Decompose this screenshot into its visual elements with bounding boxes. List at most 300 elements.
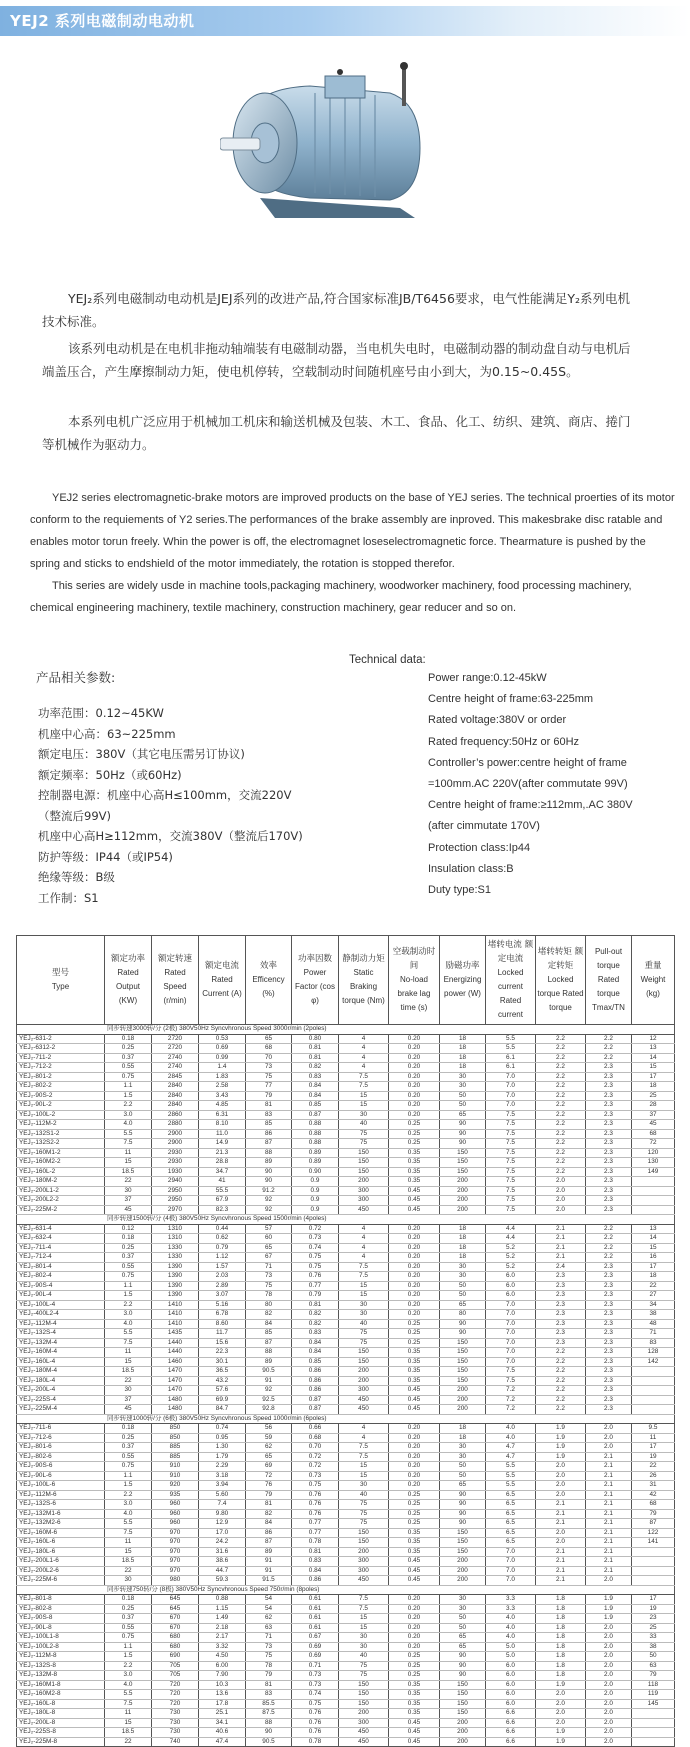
- table-cell: 4: [339, 1224, 389, 1234]
- table-cell: 69.9: [199, 1395, 246, 1405]
- table-row: [17, 1481, 675, 1491]
- table-cell: 0.75: [292, 1481, 339, 1491]
- table-cell: 0.77: [292, 1519, 339, 1529]
- table-cell: 0.76: [292, 1509, 339, 1519]
- table-cell: 90: [440, 1329, 486, 1339]
- table-cell: 2.2: [536, 1348, 586, 1358]
- table-cell: 910: [152, 1471, 199, 1481]
- table-cell: 4.0: [105, 1120, 152, 1130]
- table-cell: 0.84: [292, 1348, 339, 1358]
- table-row: [17, 1519, 675, 1529]
- table-cell: 71: [246, 1262, 292, 1272]
- table-row: [17, 1538, 675, 1548]
- table-cell: 0.78: [292, 1538, 339, 1548]
- column-header-en: Rated Output (KW): [115, 968, 140, 1005]
- table-row: [17, 1566, 675, 1576]
- table-cell: 0.37: [105, 1053, 152, 1063]
- table-cell: 2.3: [586, 1205, 632, 1215]
- table-cell: 730: [152, 1709, 199, 1719]
- table-cell: 300: [339, 1557, 389, 1567]
- table-cell: 90: [440, 1519, 486, 1529]
- page-title: YEJ2 系列电磁制动电动机: [10, 12, 195, 30]
- table-cell: 7.5: [486, 1205, 536, 1215]
- table-cell: 90: [440, 1671, 486, 1681]
- table-cell: 970: [152, 1547, 199, 1557]
- table-row: [17, 1547, 675, 1557]
- table-cell: YEJ₂-132S-4: [17, 1329, 105, 1339]
- table-cell: 1330: [152, 1253, 199, 1263]
- table-cell: 2.2: [536, 1044, 586, 1054]
- table-cell: 92: [246, 1205, 292, 1215]
- table-cell: 2.2: [536, 1120, 586, 1130]
- table-cell: YEJ₂-132M1-6: [17, 1509, 105, 1519]
- table-cell: 87: [632, 1519, 675, 1529]
- table-cell: 90: [246, 1177, 292, 1187]
- table-group-row: [17, 1025, 675, 1035]
- table-cell: 92: [246, 1386, 292, 1396]
- column-header-en: Locked current Rated current: [497, 968, 524, 1019]
- table-cell: 2.2: [536, 1405, 586, 1415]
- table-cell: 2.1: [536, 1576, 586, 1586]
- table-cell: 40: [339, 1319, 389, 1329]
- table-cell: 1.9: [536, 1680, 586, 1690]
- table-cell: 0.82: [292, 1063, 339, 1073]
- table-cell: 0.20: [389, 1471, 440, 1481]
- table-cell: 2.2: [536, 1034, 586, 1044]
- table-cell: 65: [246, 1243, 292, 1253]
- table-cell: 1410: [152, 1310, 199, 1320]
- table-cell: 0.20: [389, 1300, 440, 1310]
- table-cell: 86: [246, 1129, 292, 1139]
- table-cell: 4.0: [486, 1633, 536, 1643]
- table-cell: 2900: [152, 1139, 199, 1149]
- table-cell: 142: [632, 1357, 675, 1367]
- table-cell: 5.5: [105, 1129, 152, 1139]
- column-header-en: Locked torque Rated torque: [537, 975, 584, 1012]
- table-cell: 82: [246, 1509, 292, 1519]
- params-en-line: (after cimmutate 170V): [428, 820, 540, 833]
- table-cell: 7.5: [486, 1196, 536, 1206]
- table-cell: 15: [105, 1357, 152, 1367]
- table-cell: YEJ₂-160M-4: [17, 1348, 105, 1358]
- table-cell: 0.45: [389, 1196, 440, 1206]
- table-cell: 0.37: [105, 1443, 152, 1453]
- column-header-cn: 空载制动时间: [392, 947, 436, 971]
- table-cell: 6.0: [486, 1699, 536, 1709]
- table-cell: 4: [339, 1433, 389, 1443]
- table-cell: YEJ₂-132S1-2: [17, 1129, 105, 1139]
- table-cell: 81: [246, 1500, 292, 1510]
- table-cell: 0.9: [292, 1186, 339, 1196]
- table-cell: 40: [339, 1120, 389, 1130]
- table-cell: 90: [440, 1139, 486, 1149]
- table-cell: 2.3: [586, 1338, 632, 1348]
- table-cell: 2.3: [586, 1291, 632, 1301]
- table-cell: 11: [105, 1538, 152, 1548]
- table-cell: 0.85: [292, 1357, 339, 1367]
- table-cell: 30: [339, 1110, 389, 1120]
- table-cell: 2.1: [586, 1538, 632, 1548]
- column-header-en: Type: [51, 982, 70, 991]
- table-cell: 2740: [152, 1063, 199, 1073]
- params-en-line: Centre height of frame:≥112mm,.AC 380V: [428, 799, 633, 812]
- table-cell: 0.35: [389, 1167, 440, 1177]
- table-cell: 0.25: [105, 1243, 152, 1253]
- table-cell: 92.5: [246, 1395, 292, 1405]
- table-cell: 30: [440, 1272, 486, 1282]
- table-cell: 91: [246, 1566, 292, 1576]
- table-cell: 7.4: [199, 1500, 246, 1510]
- table-cell: 2845: [152, 1072, 199, 1082]
- table-cell: 2.3: [586, 1063, 632, 1073]
- table-cell: 2.1: [586, 1481, 632, 1491]
- table-row: [17, 1509, 675, 1519]
- table-cell: 2720: [152, 1034, 199, 1044]
- table-cell: 3.0: [105, 1110, 152, 1120]
- table-cell: 1.1: [105, 1471, 152, 1481]
- table-group-row: [17, 1215, 675, 1225]
- table-cell: 11: [105, 1148, 152, 1158]
- table-row: [17, 1604, 675, 1614]
- table-cell: 0.25: [389, 1129, 440, 1139]
- table-cell: 150: [440, 1338, 486, 1348]
- table-cell: 18.5: [105, 1167, 152, 1177]
- table-cell: 2.3: [586, 1395, 632, 1405]
- table-cell: 2.58: [199, 1082, 246, 1092]
- table-cell: 450: [339, 1737, 389, 1747]
- table-cell: 7.0: [486, 1348, 536, 1358]
- column-header: [536, 936, 586, 1025]
- table-cell: 79: [246, 1091, 292, 1101]
- table-row: [17, 1405, 675, 1415]
- table-cell: 1.1: [105, 1281, 152, 1291]
- table-row: [17, 1053, 675, 1063]
- table-cell: 2.0: [536, 1490, 586, 1500]
- table-cell: 50: [440, 1462, 486, 1472]
- table-cell: 122: [632, 1528, 675, 1538]
- table-cell: 0.69: [292, 1652, 339, 1662]
- table-cell: 1.83: [199, 1072, 246, 1082]
- table-cell: 87: [246, 1338, 292, 1348]
- table-cell: 15: [105, 1718, 152, 1728]
- table-cell: 2.3: [536, 1310, 586, 1320]
- table-cell: 7.5: [339, 1595, 389, 1605]
- table-cell: 75: [339, 1129, 389, 1139]
- table-cell: 150: [339, 1538, 389, 1548]
- table-cell: 2.2: [586, 1034, 632, 1044]
- table-cell: 1.9: [536, 1737, 586, 1747]
- table-cell: 0.99: [199, 1053, 246, 1063]
- table-cell: 920: [152, 1481, 199, 1491]
- table-cell: 2.03: [199, 1272, 246, 1282]
- params-en-line: Rated frequency:50Hz or 60Hz: [428, 735, 580, 748]
- table-cell: 89: [246, 1547, 292, 1557]
- table-cell: 3.3: [486, 1604, 536, 1614]
- table-cell: 150: [440, 1357, 486, 1367]
- table-cell: 0.25: [105, 1604, 152, 1614]
- table-row: [17, 1196, 675, 1206]
- table-cell: 5.0: [486, 1642, 536, 1652]
- table-cell: 4.4: [486, 1224, 536, 1234]
- table-cell: 2.3: [586, 1357, 632, 1367]
- table-cell: 43.2: [199, 1376, 246, 1386]
- table-cell: 2.1: [536, 1566, 586, 1576]
- table-cell: YEJ₂-631-2: [17, 1034, 105, 1044]
- table-cell: 68: [632, 1129, 675, 1139]
- table-cell: 7.0: [486, 1576, 536, 1586]
- table-cell: 15: [339, 1462, 389, 1472]
- table-cell: 2.0: [536, 1196, 586, 1206]
- table-cell: 960: [152, 1509, 199, 1519]
- table-cell: YEJ₂-802-8: [17, 1604, 105, 1614]
- table-cell: 1.5: [105, 1481, 152, 1491]
- table-cell: YEJ₂-90L-6: [17, 1471, 105, 1481]
- table-cell: 15: [339, 1623, 389, 1633]
- table-cell: 0.45: [389, 1576, 440, 1586]
- table-cell: 0.86: [292, 1367, 339, 1377]
- table-cell: 15: [632, 1243, 675, 1253]
- table-cell: 150: [440, 1690, 486, 1700]
- table-cell: 18: [440, 1053, 486, 1063]
- table-cell: 150: [440, 1167, 486, 1177]
- column-header-cn: 堵转电流 额定电流: [487, 940, 534, 964]
- column-header-en: Rated Speed (r/min): [163, 968, 187, 1005]
- table-cell: 670: [152, 1614, 199, 1624]
- table-cell: 59.3: [199, 1576, 246, 1586]
- table-cell: 1460: [152, 1357, 199, 1367]
- table-cell: YEJ₂-160M1-8: [17, 1680, 105, 1690]
- table-cell: 4.0: [486, 1424, 536, 1434]
- table-cell: 970: [152, 1557, 199, 1567]
- table-cell: 0.55: [105, 1262, 152, 1272]
- table-cell: 2840: [152, 1082, 199, 1092]
- table-cell: 6.5: [486, 1519, 536, 1529]
- table-cell: 0.84: [292, 1082, 339, 1092]
- table-cell: 970: [152, 1528, 199, 1538]
- table-cell: 63: [632, 1661, 675, 1671]
- table-cell: 150: [339, 1680, 389, 1690]
- table-cell: 2.3: [586, 1110, 632, 1120]
- table-cell: 0.81: [292, 1300, 339, 1310]
- table-cell: 2.0: [586, 1576, 632, 1586]
- table-cell: 1.8: [536, 1661, 586, 1671]
- table-cell: 30: [105, 1186, 152, 1196]
- table-cell: 2930: [152, 1158, 199, 1168]
- table-cell: 119: [632, 1690, 675, 1700]
- table-cell: 0.86: [292, 1576, 339, 1586]
- table-cell: 0.75: [292, 1699, 339, 1709]
- table-row: [17, 1262, 675, 1272]
- table-cell: 83: [632, 1338, 675, 1348]
- table-cell: 0.35: [389, 1699, 440, 1709]
- table-cell: 1310: [152, 1234, 199, 1244]
- table-cell: 2.0: [586, 1443, 632, 1453]
- table-cell: 0.25: [389, 1338, 440, 1348]
- table-cell: 2.2: [586, 1243, 632, 1253]
- table-cell: 80: [246, 1300, 292, 1310]
- table-row: [17, 1158, 675, 1168]
- table-cell: 200: [339, 1177, 389, 1187]
- table-cell: 2.0: [586, 1718, 632, 1728]
- table-cell: 18: [440, 1424, 486, 1434]
- table-cell: 0.83: [292, 1557, 339, 1567]
- table-cell: YEJ₂-90S-6: [17, 1462, 105, 1472]
- table-cell: 2880: [152, 1120, 199, 1130]
- table-cell: 200: [339, 1709, 389, 1719]
- table-cell: 0.20: [389, 1604, 440, 1614]
- table-cell: 18: [440, 1433, 486, 1443]
- table-cell: 2.2: [536, 1101, 586, 1111]
- params-cn-title: 产品相关参数:: [36, 670, 116, 685]
- table-cell: 0.20: [389, 1072, 440, 1082]
- table-cell: 76: [246, 1481, 292, 1491]
- table-row: [17, 1576, 675, 1586]
- table-row: [17, 1205, 675, 1215]
- table-cell: 2.0: [536, 1186, 586, 1196]
- table-cell: 2.1: [586, 1462, 632, 1472]
- table-cell: 14: [632, 1234, 675, 1244]
- table-cell: 90: [440, 1661, 486, 1671]
- table-cell: 0.20: [389, 1424, 440, 1434]
- table-cell: 0.35: [389, 1538, 440, 1548]
- table-cell: 0.20: [389, 1110, 440, 1120]
- table-cell: 7.5: [486, 1139, 536, 1149]
- table-cell: 1.5: [105, 1091, 152, 1101]
- table-cell: 150: [339, 1690, 389, 1700]
- table-cell: 60: [246, 1234, 292, 1244]
- table-cell: 81: [246, 1101, 292, 1111]
- table-cell: 25.1: [199, 1709, 246, 1719]
- table-cell: 200: [440, 1576, 486, 1586]
- table-row: [17, 1072, 675, 1082]
- table-cell: 4: [339, 1044, 389, 1054]
- table-cell: 5.5: [105, 1690, 152, 1700]
- table-cell: 7.0: [486, 1338, 536, 1348]
- table-cell: YEJ₂-631-4: [17, 1224, 105, 1234]
- table-cell: 45: [632, 1120, 675, 1130]
- column-header: [152, 936, 199, 1025]
- table-cell: 200: [440, 1395, 486, 1405]
- table-cell: 1.9: [586, 1614, 632, 1624]
- table-cell: 2950: [152, 1196, 199, 1206]
- table-cell: [632, 1557, 675, 1567]
- table-cell: 2.3: [586, 1167, 632, 1177]
- table-cell: 2.3: [586, 1310, 632, 1320]
- table-cell: 2970: [152, 1205, 199, 1215]
- table-cell: YEJ₂-712-6: [17, 1433, 105, 1443]
- table-cell: 2.0: [536, 1205, 586, 1215]
- table-cell: 11: [105, 1709, 152, 1719]
- table-cell: 8.10: [199, 1120, 246, 1130]
- column-header: [586, 936, 632, 1025]
- table-cell: 5.2: [486, 1262, 536, 1272]
- table-row: [17, 1129, 675, 1139]
- table-cell: 30.1: [199, 1357, 246, 1367]
- table-cell: 2.0: [536, 1177, 586, 1187]
- table-row: [17, 1633, 675, 1643]
- table-cell: 935: [152, 1490, 199, 1500]
- table-cell: YEJ₂-160L-2: [17, 1167, 105, 1177]
- table-cell: 0.76: [292, 1500, 339, 1510]
- table-cell: 0.20: [389, 1623, 440, 1633]
- column-header-en: Static Braking torque (Nm): [342, 968, 385, 1005]
- table-cell: YEJ₂-200L2-2: [17, 1196, 105, 1206]
- table-cell: YEJ₂-180L-6: [17, 1547, 105, 1557]
- table-cell: 83: [246, 1690, 292, 1700]
- table-cell: 0.20: [389, 1452, 440, 1462]
- table-cell: 92: [246, 1196, 292, 1206]
- table-cell: 37: [105, 1395, 152, 1405]
- table-cell: 200: [440, 1566, 486, 1576]
- table-cell: 2.3: [536, 1300, 586, 1310]
- table-cell: YEJ₂-711-2: [17, 1053, 105, 1063]
- params-cn-list: [38, 703, 348, 908]
- table-cell: 0.45: [389, 1718, 440, 1728]
- table-cell: 90: [246, 1167, 292, 1177]
- table-row: [17, 1443, 675, 1453]
- table-cell: 7.5: [486, 1158, 536, 1168]
- table-cell: 1390: [152, 1281, 199, 1291]
- table-cell: YEJ₂-160M-6: [17, 1528, 105, 1538]
- params-cn-line: 绝缘等级：B级: [38, 870, 115, 884]
- table-cell: 1.9: [536, 1728, 586, 1738]
- table-cell: 0.70: [292, 1443, 339, 1453]
- table-cell: 118: [632, 1680, 675, 1690]
- table-cell: [632, 1177, 675, 1187]
- table-cell: [632, 1728, 675, 1738]
- table-cell: 21.3: [199, 1148, 246, 1158]
- table-cell: 0.35: [389, 1367, 440, 1377]
- table-row: [17, 1500, 675, 1510]
- table-cell: 0.25: [105, 1044, 152, 1054]
- table-cell: 7.0: [486, 1329, 536, 1339]
- table-cell: 0.90: [292, 1167, 339, 1177]
- table-cell: 7.5: [486, 1148, 536, 1158]
- params-en-line: Rated voltage:380V or order: [428, 714, 567, 727]
- table-cell: 2.0: [536, 1718, 586, 1728]
- table-cell: 0.72: [292, 1462, 339, 1472]
- table-cell: 2.3: [586, 1196, 632, 1206]
- table-cell: 90.5: [246, 1367, 292, 1377]
- table-cell: 7.0: [486, 1072, 536, 1082]
- table-cell: 6.0: [486, 1272, 536, 1282]
- table-cell: 0.86: [292, 1386, 339, 1396]
- table-cell: 1.9: [536, 1443, 586, 1453]
- table-cell: YEJ₂-112M-6: [17, 1490, 105, 1500]
- table-cell: 150: [339, 1357, 389, 1367]
- motor-photo: [220, 58, 435, 232]
- table-cell: YEJ₂-200L1-2: [17, 1186, 105, 1196]
- table-cell: YEJ₂-90L-4: [17, 1291, 105, 1301]
- table-cell: 40: [339, 1652, 389, 1662]
- table-cell: 2.3: [586, 1082, 632, 1092]
- params-cn-line: 额定频率：50Hz（或60Hz): [38, 767, 182, 782]
- table-cell: 0.20: [389, 1642, 440, 1652]
- column-header-en: Power Factor (cos φ): [294, 968, 335, 1005]
- table-row: [17, 1737, 675, 1747]
- params-cn-line: 额定电压：380V（其它电压需另订协议): [38, 747, 245, 761]
- table-cell: 91.5: [246, 1576, 292, 1586]
- table-cell: 2.2: [536, 1376, 586, 1386]
- table-cell: 88: [246, 1348, 292, 1358]
- table-cell: 150: [339, 1148, 389, 1158]
- table-cell: 200: [440, 1205, 486, 1215]
- table-cell: 72: [246, 1471, 292, 1481]
- table-group-row: [17, 1414, 675, 1424]
- table-cell: 4: [339, 1243, 389, 1253]
- table-cell: 300: [339, 1186, 389, 1196]
- group-label: 同步转速1000转/分 (6极) 380V50Hz Syncvhronous Speed 1000r/min (6poles): [17, 1414, 675, 1424]
